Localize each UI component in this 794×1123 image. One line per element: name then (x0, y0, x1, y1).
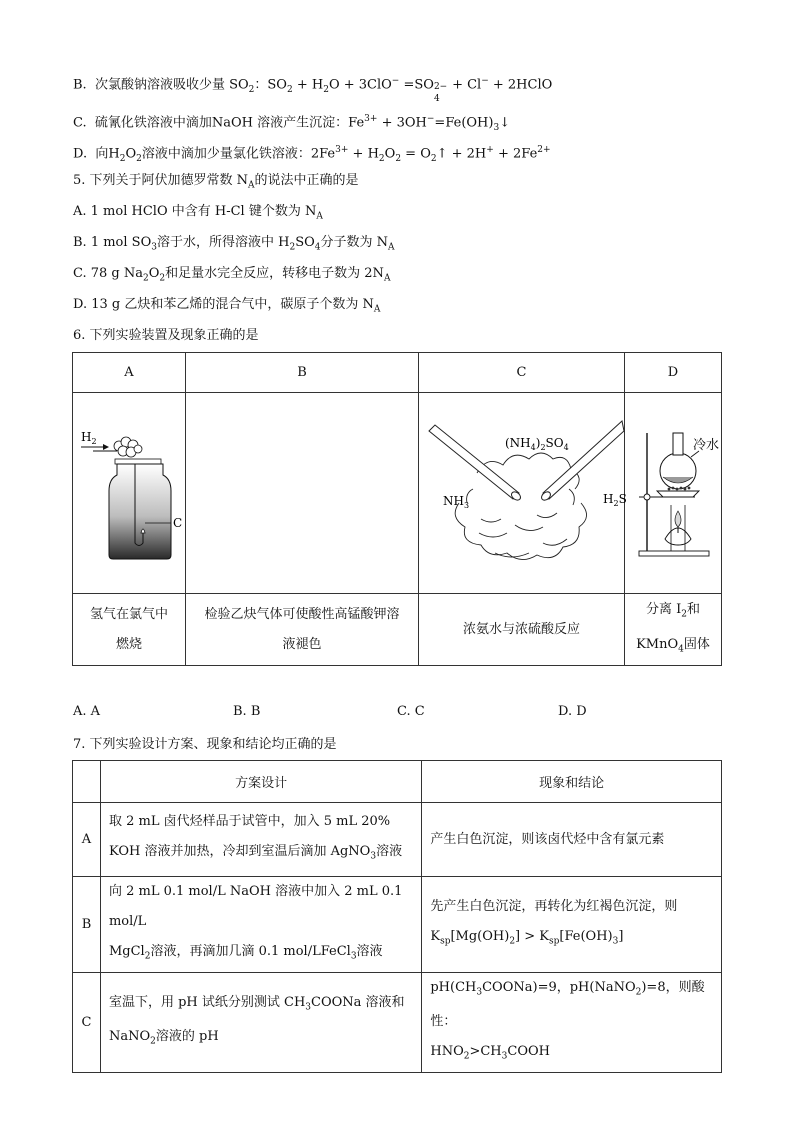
hydrogen-chlorine-bottle-diagram (73, 393, 185, 589)
q6-header-b: B (186, 353, 419, 393)
q6-diagram-b-cell (186, 393, 419, 594)
row-label: C (73, 972, 101, 1072)
h2s-label: $H_2S$ (603, 492, 627, 508)
q6-option-a: A. A (73, 704, 101, 719)
table-row (73, 972, 722, 1072)
cold-water-label: 冷水 (693, 438, 720, 453)
result-cell: 产生白色沉淀，则该卤代烃中含有氯元素 (422, 803, 722, 877)
q6-caption-c: 浓氨水与浓硫酸反应 (419, 594, 625, 666)
q5-option-d: D. 13 g 乙炔和苯乙烯的混合气中，碳原子个数为 $N_A$ (73, 297, 381, 315)
q6-diagram-d-cell (625, 393, 722, 594)
q7-header-plan: 方案设计 (100, 761, 421, 803)
c-label: C (173, 516, 183, 530)
nh3-label: $NH_3$ (443, 494, 470, 510)
ammonia-sulfuric-acid-diagram (419, 393, 627, 589)
result-cell: $pH(CH_3COONa)=9$，pH(NaNO$_2$)=8，则酸性： $HNO_2>CH_3COOH$ (422, 972, 722, 1072)
q7-header-blank (73, 761, 101, 803)
row-label: B (73, 877, 101, 973)
q5-option-a: A. 1 mol HClO 中含有 H-Cl 键个数为 $N_A$ (73, 204, 323, 222)
q5-stem: 5. 下列关于阿伏加德罗常数 $N_A$的说法中正确的是 (73, 173, 359, 191)
row-label: A (73, 803, 101, 877)
plan-cell: 向 2 mL 0.1 mol/L NaOH 溶液中加入 2 mL 0.1 mol/L MgCl$_2$溶液，再滴加几滴 0.1 mol/LFeCl$_3$溶液 (100, 877, 421, 973)
q6-stem: 6. 下列实验装置及现象正确的是 (73, 328, 259, 343)
q6-header-a: A (73, 353, 186, 393)
h2-label: $H_2$ (81, 430, 97, 446)
q7-stem: 7. 下列实验设计方案、现象和结论均正确的是 (73, 737, 337, 752)
result-cell: 先产生白色沉淀，再转化为红褐色沉淀，则 $K_{sp}[Mg(OH)_2] > K_{sp}[Fe(OH)_3]$ (422, 877, 722, 973)
q6-caption-a: 氢气在氯气中 燃烧 (73, 594, 186, 666)
q5-option-b: B. 1 mol $SO_3$溶于水，所得溶液中 $H_2SO_4$分子数为 $N_A$ (73, 235, 395, 253)
ammonium-sulfate-label: $(NH_4)_2SO_4$ (505, 436, 569, 452)
table-row (73, 803, 722, 877)
q7-table (72, 760, 722, 1073)
q4-option-c: C. 硫氰化铁溶液中滴加NaOH 溶液产生沉淀：$Fe^{3+}$ + $3OH^-=Fe(OH)_3↓$ (73, 114, 511, 133)
q6-caption-b: 检验乙炔气体可使酸性高锰酸钾溶 液褪色 (186, 594, 419, 666)
sublimation-apparatus-diagram (625, 393, 721, 589)
q4-option-b: B. 次氯酸钠溶液吸收少量 $SO_2$：$SO_2 + H_2O + 3ClO^- =SO$ 2− 4 + Cl− + 2HClO (73, 76, 553, 105)
q6-option-b: B. B (233, 704, 261, 719)
table-row (73, 877, 722, 973)
q7-header-result: 现象和结论 (422, 761, 722, 803)
q5-option-c: C. 78 g $Na_2O_2$和足量水完全反应，转移电子数为 $2N_A$ (73, 266, 391, 284)
q6-option-d: D. D (558, 704, 587, 719)
q6-caption-d: 分离 $I_2$和 KMnO$_4$固体 (625, 594, 722, 666)
q6-header-c: C (419, 353, 625, 393)
plan-cell: 取 2 mL 卤代烃样品于试管中，加入 5 mL 20% KOH 溶液并加热，冷却到室温后滴加 AgNO$_3$溶液 (100, 803, 421, 877)
q4-option-d: D. 向$H_2O_2$溶液中滴加少量氯化铁溶液：$2Fe^{3+} + H_2O_2$ = $O_2↑ + 2H^+ + 2Fe^{2+}$ (73, 145, 551, 164)
q6-header-d: D (625, 353, 722, 393)
plan-cell: 室温下，用 pH 试纸分别测试 $CH_3COONa$ 溶液和 NaNO$_2$溶液的 pH (100, 972, 421, 1072)
q6-diagram-c-cell (419, 393, 625, 594)
q6-diagram-a-cell (73, 393, 186, 594)
q6-option-c: C. C (397, 704, 425, 719)
q6-table (72, 352, 722, 666)
white-smoke-cloud (455, 453, 586, 560)
